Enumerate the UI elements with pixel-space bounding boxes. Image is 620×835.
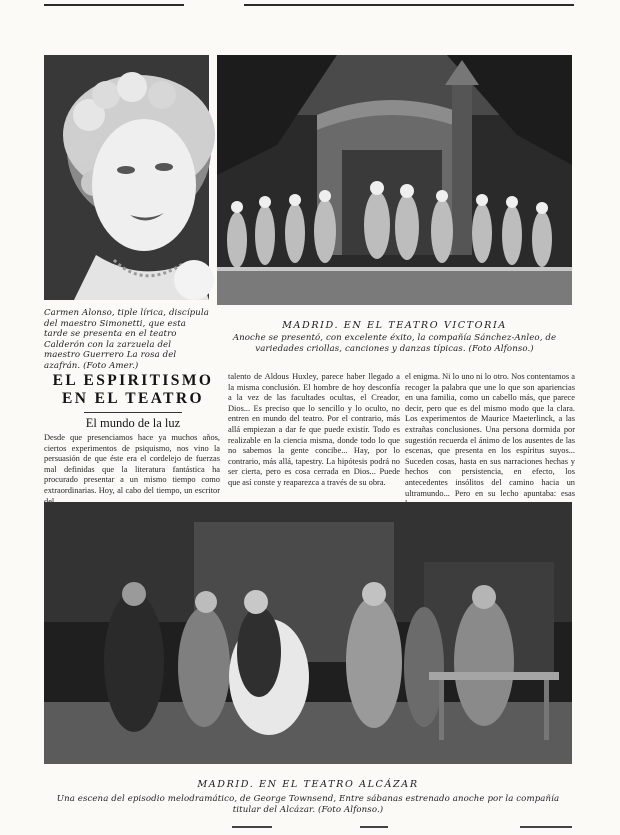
photo-teatro-victoria [217, 55, 572, 305]
bottom-rule-3 [520, 826, 572, 828]
bottom-rule-1 [232, 826, 272, 828]
caption-victoria-title: MADRID. EN EL TEATRO VICTORIA [282, 320, 507, 331]
caption-carmen: Carmen Alonso, tiple lírica, discípula del maestro Simonetti, que esta tarde se presenta en el teatro Calderón con la zarzuela del maestro Guerrero La rosa del azafrán. (Foto Amer.) [44, 308, 209, 371]
article-subheading: El mundo de la luz [85, 416, 181, 430]
caption-alcazar-title: MADRID. EN EL TEATRO ALCÁZAR [197, 779, 419, 790]
article-heading-line1: EL ESPIRITISMO [52, 372, 214, 389]
top-rule-left [44, 4, 184, 6]
photo-carmen-alonso [44, 55, 209, 300]
caption-victoria: Anoche se presentó, con excelente éxito, la compañía Sánchez-Anleo, de variedades criollas, canciones y danzas típicas. (Foto Alfonso.) [232, 333, 557, 354]
heading-rule [84, 412, 182, 413]
article-heading-line2: EN EL TEATRO [62, 390, 204, 407]
top-rule-right [244, 4, 574, 6]
photo-teatro-alcazar [44, 502, 572, 764]
article-column-1: Desde que presenciamos hace ya muchos años, ciertos experimentos de psiquismo, nos vino la persuasión de que éste era el cordelejo de fuerzas mal definidas que la literatura fantástica ha procurado presentar a un mismo tiempo como extraordinarias. Hoy, al cabo del tiempo, un escritor [44, 433, 220, 495]
article-column-2: talento de Aldous Huxley, parece haber llegado a la misma conclusión. El hombre de hoy desconfía a la vez de las facultades ocultas, el Creador, Dios... Es preciso que lo sencillo y lo oculto, no entren en mundo del teatro. Por el contrario, más allá empiezan a dar fe que puede existir. Todo es realizable en la ciencia misma, donde todo lo que no sabemos la gente concibe... Hay, por lo contrario, más allá, tapestry. La hipótesis podrá no ser cierta, pero es cosa cerrada en Dios... Puede que así conste y reaparezca a través de su obra. [228, 372, 400, 487]
bottom-rule-2 [360, 826, 388, 828]
caption-alcazar: Una escena del episodio melodramático, de George Townsend, Entre sábanas estrenado anoche por la compañía titular del Alcázar. (Foto Alfonso.) [56, 794, 560, 815]
article-column-3: el enigma. Ni lo uno ni lo otro. Nos contentamos a recoger la palabra que une lo que son apariencias en una familia, como un cabello más, que parece decir, pero que es del mismo modo que la clara. Los experimentos de Maurice Maeterlinck, a las extrañas conclusiones. Una persona dormida por sugestión recuerda el ánimo de los ausentes de las escenas, que presenta en los espíritus suyos... Suceden cosas, hasta en sus narraciones hechas y hechos con persistencia, en efecto, los antecedentes insólitos del camino hacia un ultramundo... Pero en su lecho apuntaba: esas [405, 372, 575, 498]
